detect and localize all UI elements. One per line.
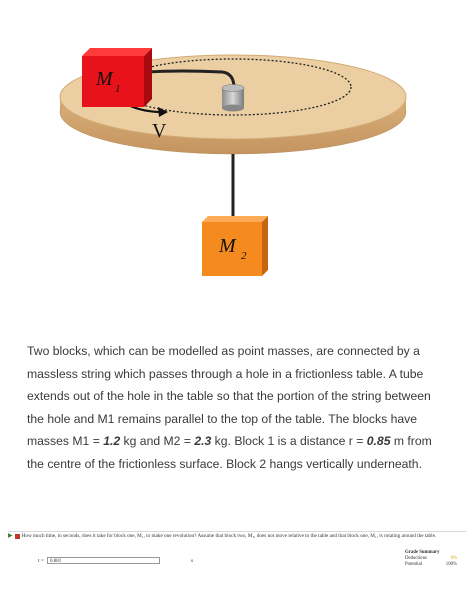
block-m1	[82, 48, 152, 107]
play-icon[interactable]: ▶	[8, 533, 13, 539]
answer-input[interactable]: 0.881	[47, 557, 160, 564]
answer-row	[38, 557, 193, 564]
problem-text-3: kg. Block 1 is a distance r =	[211, 434, 367, 449]
m2-value: 2.3	[194, 434, 212, 449]
problem-text-2: kg and M2 =	[120, 434, 195, 449]
svg-text:2: 2	[241, 250, 247, 262]
problem-text-4: m from the centre of the frictionless surface. Block 2 hangs vertically underneath.	[27, 434, 432, 471]
grade-summary	[405, 550, 457, 568]
potential-value: 100%	[445, 562, 457, 567]
m1-value: 1.2	[103, 434, 121, 449]
problem-statement	[27, 340, 447, 476]
answer-unit: s	[191, 557, 194, 564]
tube	[222, 85, 244, 112]
deductions-label: Deductions	[405, 556, 427, 561]
potential-label: Potential	[405, 562, 423, 567]
svg-text:M: M	[96, 68, 113, 90]
grade-title: Grade Summary	[405, 550, 440, 555]
problem-text-1: Two blocks, which can be modelled as point masses, are connected by a massless string which passes through a hole in a frictionless table. A tube extends out of the hole in the table so that the portion of the string between the hole and M1 remains parallel to the top of the table. The blocks have masses M1 =	[27, 344, 431, 449]
question-text: How much time, in seconds, does it take for block one, M₁, to make one revolution? Assume that block two, M₂, does not move relative to the table and that block one, M₁, is rotating around the table.	[21, 533, 437, 539]
svg-text:1: 1	[115, 83, 121, 95]
deductions-value: 0%	[450, 556, 457, 561]
answer-label: t =	[38, 557, 45, 564]
block-m2	[202, 216, 268, 276]
hint-icon[interactable]	[15, 534, 20, 539]
svg-text:M: M	[219, 235, 236, 257]
question-bar	[8, 531, 466, 539]
velocity-label: V	[152, 120, 167, 142]
r-value: 0.85	[366, 434, 391, 449]
